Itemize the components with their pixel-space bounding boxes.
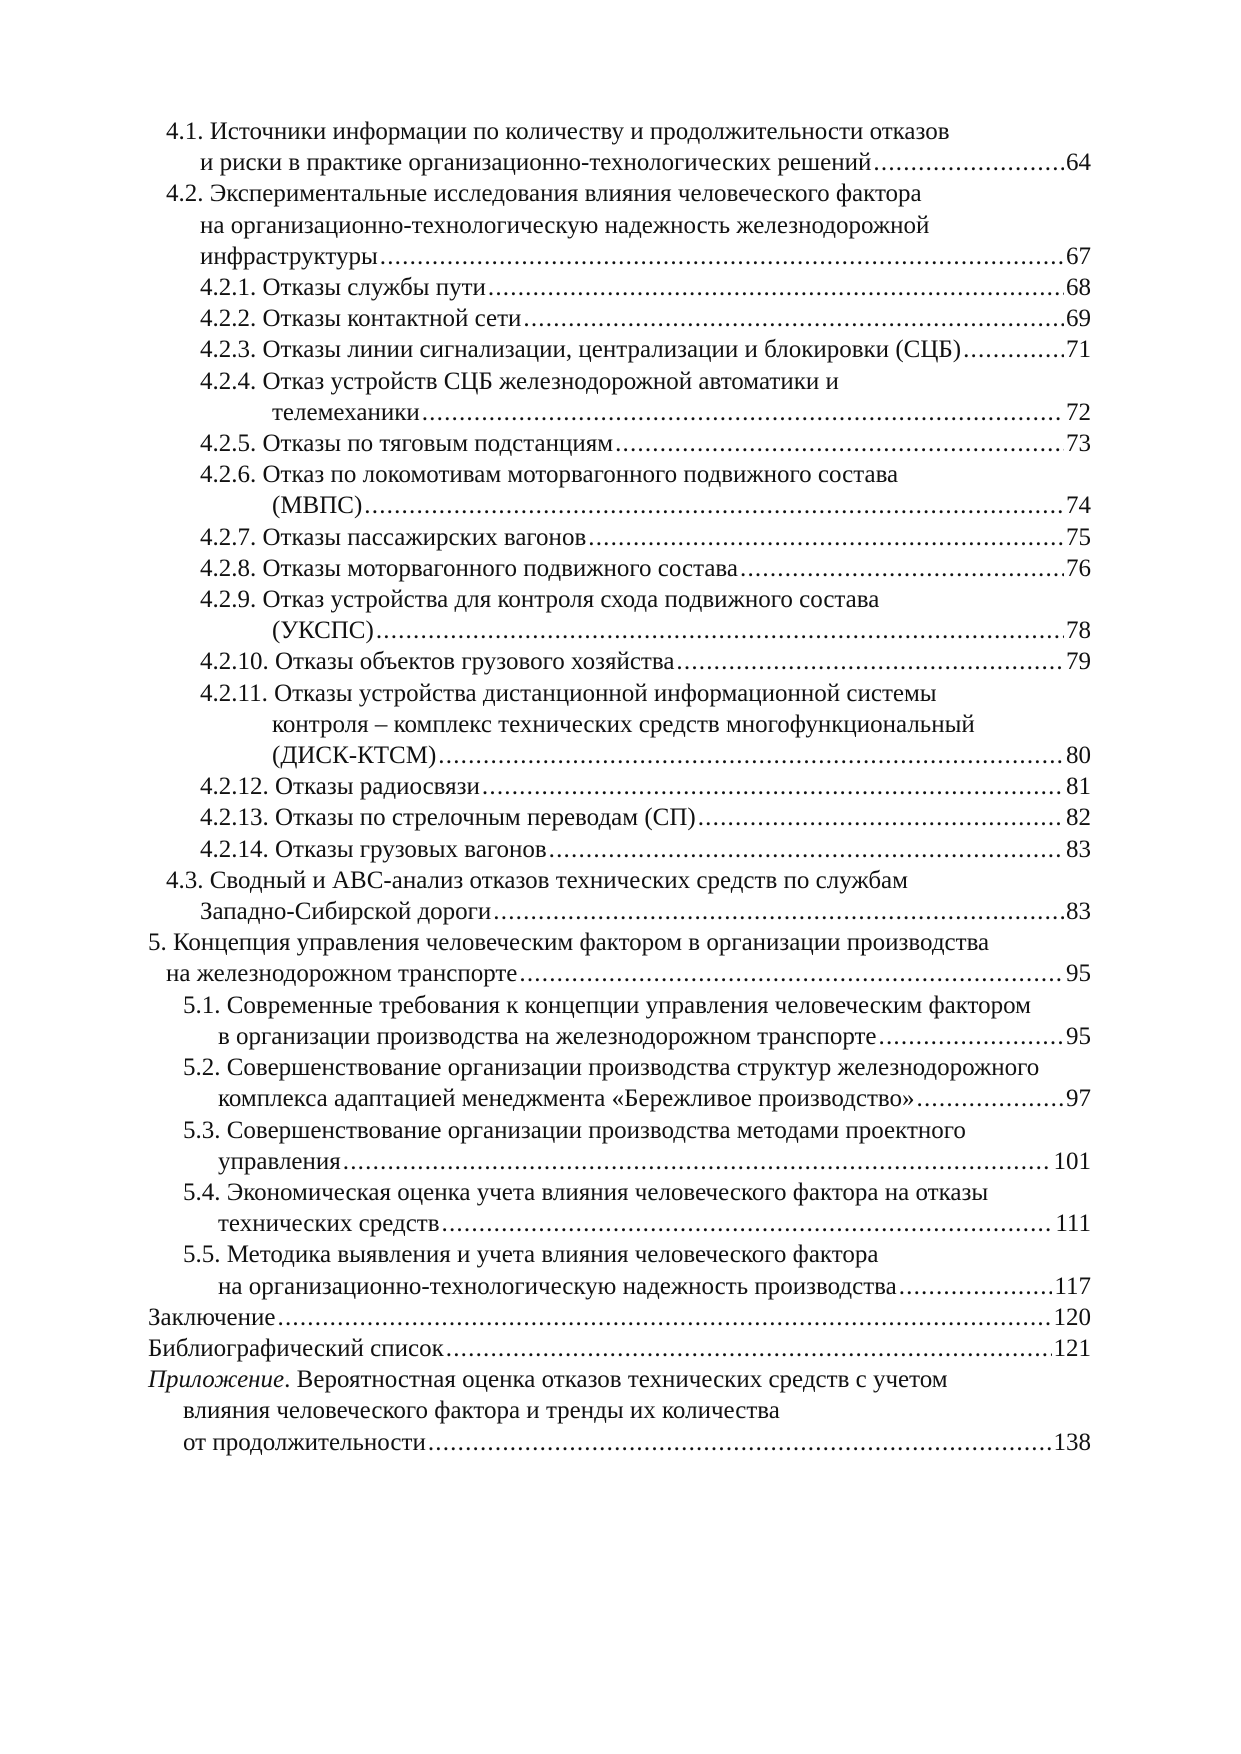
dot-leader <box>523 303 1064 334</box>
dot-leader <box>278 1302 1052 1333</box>
toc-entry-5-4 <box>148 1177 1091 1239</box>
toc-entry-title-line: 5.5. Методика выявления и учета влияния человеческого фактора <box>183 1241 879 1269</box>
toc-entry-title-line: 5.1. Современные требования к концепции управления человеческим фактором <box>183 991 1031 1019</box>
toc-page-number: 111 <box>1055 1210 1091 1238</box>
toc-entry-4-2-2 <box>148 303 1091 334</box>
toc-entry-4-2-3 <box>148 334 1091 365</box>
toc-entry-appendix <box>148 1364 1091 1458</box>
toc-page-number: 78 <box>1066 617 1091 645</box>
toc-entry-title-line: управления <box>218 1147 341 1175</box>
dot-leader <box>740 553 1064 584</box>
toc-page-number: 95 <box>1066 960 1091 988</box>
dot-leader <box>917 1083 1064 1114</box>
dot-leader <box>588 522 1064 553</box>
toc-page-number: 82 <box>1066 804 1091 832</box>
toc-entry-title-line: в организации производства на железнодорожном транспорте <box>218 1022 877 1050</box>
toc-page-number: 83 <box>1066 835 1091 863</box>
toc-page-number: 83 <box>1066 898 1091 926</box>
toc-entry-4-2-11 <box>148 678 1091 772</box>
toc-entry-title-line: 4.2.10. Отказы объектов грузового хозяйства <box>200 648 675 676</box>
dot-leader <box>676 646 1064 677</box>
toc-entry-5-5 <box>148 1239 1091 1301</box>
dot-leader <box>488 272 1064 303</box>
dot-leader <box>899 1271 1053 1302</box>
dot-leader <box>519 958 1064 989</box>
dot-leader <box>438 740 1064 771</box>
toc-entry-title-line: Заключение <box>148 1303 276 1331</box>
dot-leader <box>343 1146 1052 1177</box>
toc-entry-conclusion <box>148 1302 1091 1333</box>
toc-entry-title-line: (ДИСК-КТСМ) <box>272 742 437 770</box>
toc-entry-5 <box>148 927 1091 989</box>
toc-entry-5-2 <box>148 1052 1091 1114</box>
toc-entry-title-line: 5.4. Экономическая оценка учета влияния человеческого фактора на отказы <box>183 1178 989 1206</box>
toc-page-number: 80 <box>1066 742 1091 770</box>
toc-entry-4-2-13 <box>148 802 1091 833</box>
toc-entry-title-line: 4.2.5. Отказы по тяговым подстанциям <box>200 430 614 458</box>
toc-entry-title-line: 4.3. Сводный и ABC-анализ отказов технических средств по службам <box>166 866 908 894</box>
toc-entry-title-line: 4.2.9. Отказ устройства для контроля схода подвижного состава <box>200 586 880 614</box>
toc-page-number: 101 <box>1053 1147 1091 1175</box>
toc-page-number: 68 <box>1066 274 1091 302</box>
toc-entry-title-line: 5. Концепция управления человеческим фактором в организации производства <box>148 929 990 957</box>
toc-entry-title-line: 4.2.6. Отказ по локомотивам моторвагонного подвижного состава <box>200 461 899 489</box>
dot-leader <box>364 490 1064 521</box>
toc-page-number: 76 <box>1066 554 1091 582</box>
toc-entry-4-2-4 <box>148 366 1091 428</box>
toc-page-number: 138 <box>1053 1428 1091 1456</box>
dot-leader <box>442 1208 1054 1239</box>
toc-entry-title-line: контроля – комплекс технических средств многофункциональный <box>272 710 975 738</box>
toc-page-number: 117 <box>1054 1272 1091 1300</box>
toc-entry-title-line: на организационно-технологическую надежность железнодорожной <box>200 211 930 239</box>
toc-entry-4-2 <box>148 178 1091 272</box>
dot-leader <box>698 802 1064 833</box>
toc-page-number: 73 <box>1066 430 1091 458</box>
dot-leader <box>428 1427 1052 1458</box>
toc-entry-5-3 <box>148 1115 1091 1177</box>
toc-page-number: 121 <box>1053 1334 1091 1362</box>
table-of-contents <box>148 116 1091 1458</box>
toc-entry-title-line: комплекса адаптацией менеджмента «Бережливое производство» <box>218 1085 915 1113</box>
toc-entry-title-line: 4.2.8. Отказы моторвагонного подвижного состава <box>200 554 739 582</box>
dot-leader <box>380 241 1064 272</box>
toc-entry-4-2-14 <box>148 834 1091 865</box>
toc-page-number: 64 <box>1066 149 1091 177</box>
toc-page-number: 71 <box>1066 336 1091 364</box>
toc-entry-title-line: 5.3. Совершенствование организации производства методами проектного <box>183 1116 966 1144</box>
dot-leader <box>482 771 1064 802</box>
toc-entry-title-line: Библиографический список <box>148 1334 444 1362</box>
toc-page-number: 95 <box>1066 1022 1091 1050</box>
toc-entry-title-line: и риски в практике организационно-технологических решений <box>200 149 872 177</box>
dot-leader <box>963 334 1064 365</box>
toc-entry-bibliography <box>148 1333 1091 1364</box>
toc-entry-title-line: 4.2.2. Отказы контактной сети <box>200 305 522 333</box>
toc-entry-4-2-8 <box>148 553 1091 584</box>
toc-entry-title-line: 4.2.11. Отказы устройства дистанционной информационной системы <box>200 679 937 707</box>
toc-entry-title-line: Западно-Сибирской дороги <box>200 898 492 926</box>
dot-leader <box>446 1333 1052 1364</box>
toc-entry-title-line: 5.2. Совершенствование организации производства структур железнодорожного <box>183 1054 1040 1082</box>
toc-entry-title-line: 4.2.3. Отказы линии сигнализации, централизации и блокировки (СЦБ) <box>200 336 962 364</box>
toc-entry-title-line: 4.2.7. Отказы пассажирских вагонов <box>200 523 587 551</box>
toc-entry-4-2-9 <box>148 584 1091 646</box>
toc-entry-4-2-7 <box>148 522 1091 553</box>
toc-entry-title-line: на железнодорожном транспорте <box>166 960 518 988</box>
dot-leader <box>549 834 1064 865</box>
toc-entry-4-2-10 <box>148 646 1091 677</box>
appendix-label: Приложение <box>148 1366 285 1394</box>
toc-entry-title-line: 4.2.4. Отказ устройств СЦБ железнодорожной автоматики и <box>200 367 839 395</box>
toc-entry-title-line: технических средств <box>218 1210 440 1238</box>
toc-page-number: 75 <box>1066 523 1091 551</box>
toc-entry-title-line: влияния человеческого фактора и тренды их количества <box>183 1397 780 1425</box>
toc-entry-title-line: от продолжительности <box>183 1428 426 1456</box>
toc-page-number: 72 <box>1066 398 1091 426</box>
dot-leader <box>422 397 1064 428</box>
toc-entry-title-line: 4.2.13. Отказы по стрелочным переводам (СП) <box>200 804 696 832</box>
toc-page-number: 120 <box>1053 1303 1091 1331</box>
toc-entry-4-1 <box>148 116 1091 178</box>
toc-entry-title-line: (УКСПС) <box>272 617 374 645</box>
toc-entry-title-line: 4.2.1. Отказы службы пути <box>200 274 486 302</box>
toc-entry-title-line: 4.2.12. Отказы радиосвязи <box>200 773 480 801</box>
dot-leader <box>873 147 1064 178</box>
toc-entry-4-3 <box>148 865 1091 927</box>
toc-entry-5-1 <box>148 990 1091 1052</box>
toc-entry-4-2-6 <box>148 459 1091 521</box>
toc-entry-title-line: 4.2. Экспериментальные исследования влияния человеческого фактора <box>166 180 922 208</box>
toc-entry-title-line: (МВПС) <box>272 492 363 520</box>
toc-entry-title-line: на организационно-технологическую надежность производства <box>218 1272 897 1300</box>
toc-page-number: 67 <box>1066 242 1091 270</box>
toc-entry-title-line <box>148 1364 1091 1395</box>
toc-entry-title-line: 4.2.14. Отказы грузовых вагонов <box>200 835 547 863</box>
toc-entry-4-2-5 <box>148 428 1091 459</box>
appendix-title-rest: . Вероятностная оценка отказов технических средств с учетом <box>284 1366 948 1394</box>
toc-page-number: 74 <box>1066 492 1091 520</box>
dot-leader <box>615 428 1064 459</box>
toc-entry-title-line: инфраструктуры <box>200 242 378 270</box>
toc-entry-4-2-12 <box>148 771 1091 802</box>
toc-page-number: 81 <box>1066 773 1091 801</box>
toc-page-number: 79 <box>1066 648 1091 676</box>
dot-leader <box>493 896 1064 927</box>
toc-page-number: 69 <box>1066 305 1091 333</box>
toc-entry-title-line: телемеханики <box>272 398 420 426</box>
toc-page-number: 97 <box>1066 1085 1091 1113</box>
toc-entry-4-2-1 <box>148 272 1091 303</box>
dot-leader <box>376 615 1064 646</box>
dot-leader <box>879 1021 1064 1052</box>
toc-entry-title-line: 4.1. Источники информации по количеству и продолжительности отказов <box>166 118 950 145</box>
